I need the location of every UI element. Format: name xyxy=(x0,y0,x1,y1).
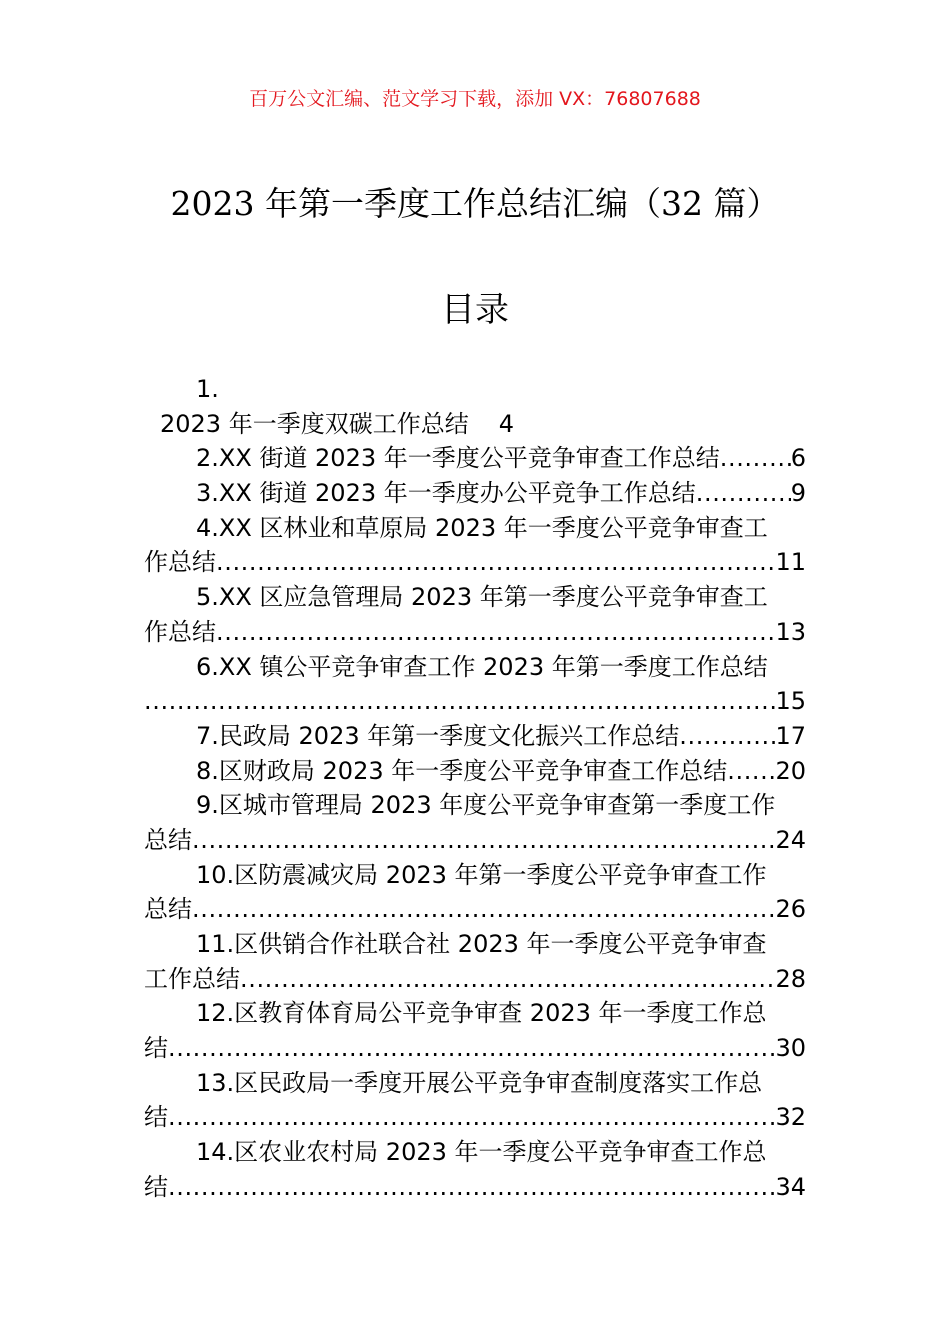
toc-entry-text: 7.民政局 2023 年第一季度文化振兴工作总结 xyxy=(196,721,680,750)
toc-entry-11[interactable] xyxy=(144,927,806,996)
toc-entry-1-number[interactable]: 1. xyxy=(196,375,219,403)
toc-entry-2[interactable] xyxy=(144,441,806,476)
toc-entry-page: 28 xyxy=(775,964,806,993)
toc-entry-text-cont: 工作总结 xyxy=(144,964,240,993)
toc-entry-text: 13.区民政局一季度开展公平竞争审查制度落实工作总 xyxy=(196,1068,763,1097)
toc-entry-text: 6.XX 镇公平竞争审查工作 2023 年第一季度工作总结 xyxy=(196,652,768,681)
toc-entry-page: 15 xyxy=(775,687,806,716)
toc-entry-text: 8.区财政局 2023 年一季度公平竞争审查工作总结 xyxy=(196,756,728,785)
leader-dots xyxy=(192,892,775,927)
leader-dots xyxy=(144,684,775,719)
watermark-banner: 百万公文汇编、范文学习下载，添加 VX：76807688 xyxy=(249,88,701,110)
toc-entry-text-cont: 结 xyxy=(144,1034,168,1063)
toc-entry-4[interactable] xyxy=(144,511,806,580)
leader-dots xyxy=(240,962,775,997)
leader-dots xyxy=(216,545,775,580)
leader-dots xyxy=(720,441,791,476)
toc-entry-text: 5.XX 区应急管理局 2023 年第一季度公平竞争审查工 xyxy=(196,583,768,612)
toc-entry-page: 20 xyxy=(775,756,806,785)
toc-entry-page: 11 xyxy=(775,548,806,577)
leader-dots xyxy=(727,754,775,789)
toc-entry-7[interactable] xyxy=(144,719,806,754)
toc-entry-1[interactable] xyxy=(144,407,806,442)
toc-entry-14[interactable] xyxy=(144,1135,806,1204)
toc-entry-text-cont: 结 xyxy=(144,1103,168,1132)
toc-entry-text: 10.区防震减灾局 2023 年第一季度公平竞争审查工作 xyxy=(196,860,767,889)
toc-entry-page: 9 xyxy=(790,479,806,508)
toc-entry-text: 14.区农业农村局 2023 年一季度公平竞争审查工作总 xyxy=(196,1138,767,1167)
toc-entry-text-cont: 作总结 xyxy=(144,548,216,577)
toc-entry-text: 2.XX 街道 2023 年一季度公平竞争审查工作总结 xyxy=(196,444,720,473)
leader-dots xyxy=(168,1100,775,1135)
toc-entry-text: 9.区城市管理局 2023 年度公平竞争审查第一季度工作 xyxy=(196,791,776,820)
leader-dots xyxy=(679,719,775,754)
toc-entry-page: 4 xyxy=(498,409,514,438)
toc-entry-page: 32 xyxy=(775,1103,806,1132)
toc-entry-5[interactable] xyxy=(144,580,806,649)
toc-entry-3[interactable] xyxy=(144,476,806,511)
toc-entry-page: 17 xyxy=(775,721,806,750)
toc-entry-page: 6 xyxy=(790,444,806,473)
toc-entry-12[interactable] xyxy=(144,996,806,1065)
toc-heading: 目录 xyxy=(441,290,509,330)
toc-entry-6[interactable] xyxy=(144,650,806,719)
toc-entry-text: 4.XX 区林业和草原局 2023 年一季度公平竞争审查工 xyxy=(196,513,768,542)
leader-dots xyxy=(168,1031,775,1066)
table-of-contents xyxy=(144,372,806,1205)
toc-entry-text: 3.XX 街道 2023 年一季度办公平竞争工作总结 xyxy=(196,479,696,508)
toc-entry-9[interactable] xyxy=(144,788,806,857)
toc-entry-8[interactable] xyxy=(144,754,806,789)
leader-dots xyxy=(696,476,791,511)
document-title: 2023 年第一季度工作总结汇编（32 篇） xyxy=(170,184,780,223)
leader-dots xyxy=(216,615,775,650)
toc-entry-13[interactable] xyxy=(144,1066,806,1135)
toc-entry-text: 11.区供销合作社联合社 2023 年一季度公平竞争审查 xyxy=(196,930,767,958)
toc-entry-page: 24 xyxy=(775,825,806,854)
toc-entry-text-cont: 结 xyxy=(144,1172,168,1201)
toc-entry-page: 13 xyxy=(775,617,806,646)
toc-entry-page: 30 xyxy=(775,1034,806,1063)
toc-entry-text-cont: 总结 xyxy=(144,895,192,924)
toc-entry-page: 26 xyxy=(775,895,806,924)
toc-entry-page: 34 xyxy=(775,1172,806,1201)
toc-entry-text-cont: 作总结 xyxy=(144,617,216,646)
toc-entry-text: 12.区教育体育局公平竞争审查 2023 年一季度工作总 xyxy=(196,999,767,1028)
leader-dots xyxy=(168,1170,775,1205)
toc-entry-text-cont: 总结 xyxy=(144,825,192,854)
leader-dots xyxy=(192,823,775,858)
toc-entry-text: 2023 年一季度双碳工作总结 xyxy=(160,409,469,438)
toc-entry-10[interactable] xyxy=(144,858,806,927)
